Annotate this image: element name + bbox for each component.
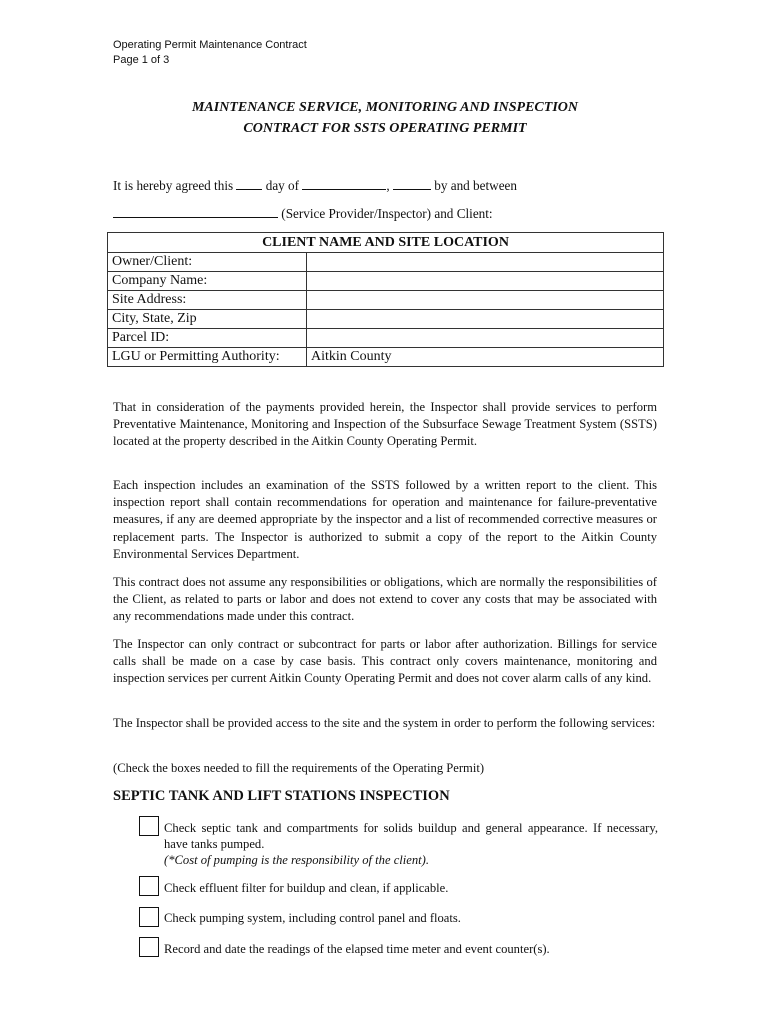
client-site-table [107, 232, 664, 367]
lgu-label: LGU or Permitting Authority: [108, 348, 307, 367]
list-item [164, 820, 658, 868]
table-row [108, 253, 664, 272]
company-name-label: Company Name: [108, 272, 307, 291]
city-state-zip-label: City, State, Zip [108, 310, 307, 329]
paragraph-responsibilities: This contract does not assume any responsibilities or obligations, which are normally the responsibilities of the Client, as related to parts or labor and does not extend to cover any costs that may be associated with any recommendations made under this contract. [113, 575, 657, 624]
section-title: SEPTIC TANK AND LIFT STATIONS INSPECTION [113, 788, 450, 804]
item-text-septic-tank: Check septic tank and compartments for solids buildup and general appearance. If necessary, have tanks pumped. [164, 821, 658, 851]
paragraph-consideration: That in consideration of the payments provided herein, the Inspector shall provide services to perform Preventative Maintenance, Monitoring and Inspection of the Subsurface Sewage Treatment System (SSTS) located at the property described in the Aitkin County Operating Permit. [113, 400, 657, 449]
agreement-text-1: It is hereby agreed this [113, 178, 234, 193]
page-number: Page 1 of 3 [113, 54, 170, 66]
page-header [113, 38, 307, 68]
parcel-id-label: Parcel ID: [108, 329, 307, 348]
paragraph-inspection: Each inspection includes an examination of the SSTS followed by a written report to the client. This inspection report shall contain recommendations for operation and maintenance for failure-preventative measures, if any are deemed appropriate by the inspector and a list of recommended corrective measures or replacement parts. The Inspector is authorized to submit a copy of the report to the Aitkin County Environmental Services Department. [113, 478, 657, 561]
agreement-text-4: by and between [434, 178, 517, 193]
item-text-elapsed-time-meter: Record and date the readings of the elapsed time meter and event counter(s). [164, 942, 550, 956]
checkbox-septic-tank[interactable] [139, 816, 159, 836]
item-note-pumping-cost: (*Cost of pumping is the responsibility of the client). [164, 853, 430, 867]
agreement-line-1 [113, 178, 517, 194]
agreement-line-2 [113, 206, 493, 222]
table-row [108, 272, 664, 291]
agreement-text-5: (Service Provider/Inspector) and Client: [281, 206, 493, 221]
item-text-effluent-filter: Check effluent filter for buildup and clean, if applicable. [164, 881, 449, 895]
client-table-header-row [108, 233, 664, 253]
city-state-zip-value[interactable] [307, 310, 664, 329]
parcel-id-value[interactable] [307, 329, 664, 348]
item-text-pumping-system: Check pumping system, including control panel and floats. [164, 911, 461, 925]
owner-client-value[interactable] [307, 253, 664, 272]
day-blank[interactable] [236, 178, 262, 190]
paragraph-billing: The Inspector can only contract or subcontract for parts or labor after authorization. Billings for service calls shall be made on a case by case basis. This contract only covers maintenance, monitoring and inspection services per current Aitkin County Operating Permit and does not cover alarm calls of any kind. [113, 637, 657, 686]
table-row [108, 291, 664, 310]
checkbox-pumping-system[interactable] [139, 907, 159, 927]
paragraph-access: The Inspector shall be provided access to the site and the system in order to perform the following services: [113, 716, 656, 730]
table-row [108, 348, 664, 367]
lgu-value: Aitkin County [307, 348, 664, 367]
client-table-heading: CLIENT NAME AND SITE LOCATION [108, 233, 664, 253]
checkbox-effluent-filter[interactable] [139, 876, 159, 896]
checkbox-elapsed-time-meter[interactable] [139, 937, 159, 957]
owner-client-label: Owner/Client: [108, 253, 307, 272]
site-address-label: Site Address: [108, 291, 307, 310]
month-blank[interactable] [302, 178, 386, 190]
service-provider-blank[interactable] [113, 206, 278, 218]
document-title-line-1: MAINTENANCE SERVICE, MONITORING AND INSPECTION [191, 100, 578, 115]
site-address-value[interactable] [307, 291, 664, 310]
paragraph-check-instructions: (Check the boxes needed to fill the requirements of the Operating Permit) [113, 761, 485, 775]
agreement-comma: , [386, 178, 390, 193]
company-name-value[interactable] [307, 272, 664, 291]
table-row [108, 310, 664, 329]
agreement-text-2: day of [265, 178, 300, 193]
header-title: Operating Permit Maintenance Contract [113, 39, 307, 51]
document-title-line-2: CONTRACT FOR SSTS OPERATING PERMIT [243, 121, 527, 136]
table-row [108, 329, 664, 348]
year-blank[interactable] [393, 178, 431, 190]
